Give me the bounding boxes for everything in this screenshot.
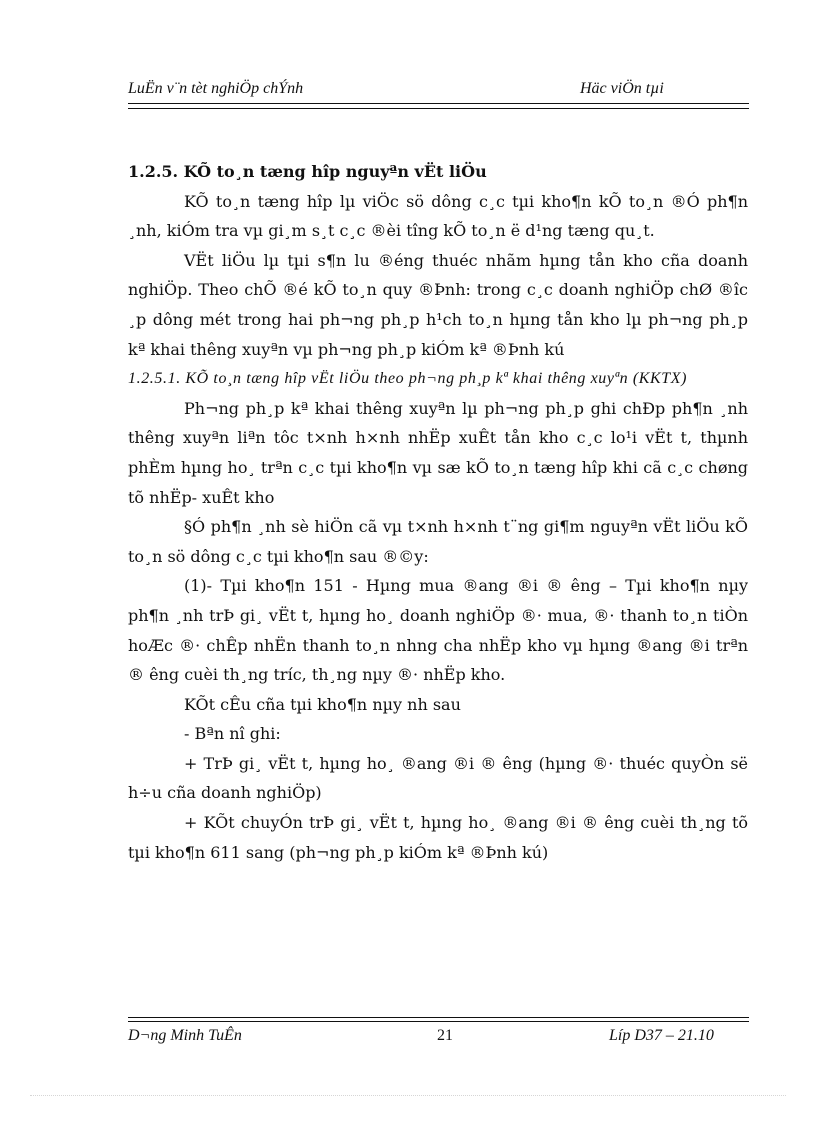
footer-rule-top	[128, 1017, 749, 1018]
paragraph: KÕt cÊu cña tµi kho¶n nµy nh sau	[184, 694, 461, 714]
document-body	[128, 157, 748, 867]
list-item: + TrÞ gi¸ vËt t, hµng ho¸ ®ang ®i ® êng (hµng ®· thuéc quyÒn së h÷u cña doanh nghiÖp)	[128, 753, 748, 803]
header-left: LuËn v¨n tèt nghiÖp chÝnh	[128, 80, 304, 97]
header-rule-bottom	[128, 108, 749, 109]
header-rule-top	[128, 103, 749, 104]
list-item: - Bªn nî ghi:	[184, 724, 281, 744]
paragraph: Ph¬ng ph¸p kª khai thêng xuyªn lµ ph¬ng ph¸p ghi chÐp ph¶n ¸nh thêng xuyªn liªn tôc t×nh h×nh nhËp xuÊt tån kho c¸c lo¹i vËt t, thµnh phÈm hµng ho¸ trªn c¸c tµi kho¶n vµ sæ kÕ to¸n tæng hîp khi cã c¸c chøng tõ nhËp- xuÊt kho	[128, 398, 748, 507]
subsection-heading: 1.2.5.1. KÕ to¸n tæng hîp vËt liÖu theo ph¬ng ph¸p kª khai thêng xuyªn (KKTX)	[128, 370, 688, 388]
footer-rule-bottom	[128, 1021, 749, 1022]
paragraph: KÕ to¸n tæng hîp lµ viÖc sö dông c¸c tµi kho¶n kÕ to¸n ®Ó ph¶n ¸nh, kiÓm tra vµ gi¸m s¸t c¸c ®èi tîng kÕ to¸n ë d¹ng tæng qu¸t.	[128, 191, 748, 241]
section-heading: 1.2.5. KÕ to¸n tæng hîp nguyªn vËt liÖu	[128, 162, 487, 181]
list-item: + KÕt chuyÓn trÞ gi¸ vËt t, hµng ho¸ ®ang ®i ® êng cuèi th¸ng tõ tµi kho¶n 611 sang (ph¬ng ph¸p kiÓm kª ®Þnh kú)	[128, 813, 748, 862]
page-number: 21	[437, 1027, 453, 1044]
footer-class: Líp D37 – 21.10	[609, 1027, 714, 1044]
page-edge-divider	[30, 1095, 786, 1096]
paragraph: VËt liÖu lµ tµi s¶n lu ®éng thuéc nhãm hµng tån kho cña doanh nghiÖp. Theo chÕ ®é kÕ to¸n quy ®Þnh: trong c¸c doanh nghiÖp chØ ®îc ¸p dông mét trong hai ph¬ng ph¸p h¹ch to¸n hµng tån kho lµ ph¬ng ph¸p kª khai thêng xuyªn vµ ph¬ng ph¸p kiÓm kª ®Þnh kú	[128, 250, 748, 359]
paragraph: (1)- Tµi kho¶n 151 - Hµng mua ®ang ®i ® êng – Tµi kho¶n nµy ph¶n ¸nh trÞ gi¸ vËt t, hµng ho¸ doanh nghiÖp ®· mua, ®· thanh to¸n tiÒn hoÆc ®· chÊp nhËn thanh to¸n nhng cha nhËp kho vµ hµng ®ang ®i trªn ® êng cuèi th¸ng tríc, th¸ng nµy ®· nhËp kho.	[128, 576, 748, 685]
header-right: Häc viÖn tµi	[580, 80, 664, 97]
paragraph: §Ó ph¶n ¸nh sè hiÖn cã vµ t×nh h×nh t¨ng gi¶m nguyªn vËt liÖu kÕ to¸n sö dông c¸c tµi kho¶n sau ®©y:	[128, 517, 748, 566]
footer-author: D¬ng Minh TuÊn	[128, 1027, 242, 1044]
